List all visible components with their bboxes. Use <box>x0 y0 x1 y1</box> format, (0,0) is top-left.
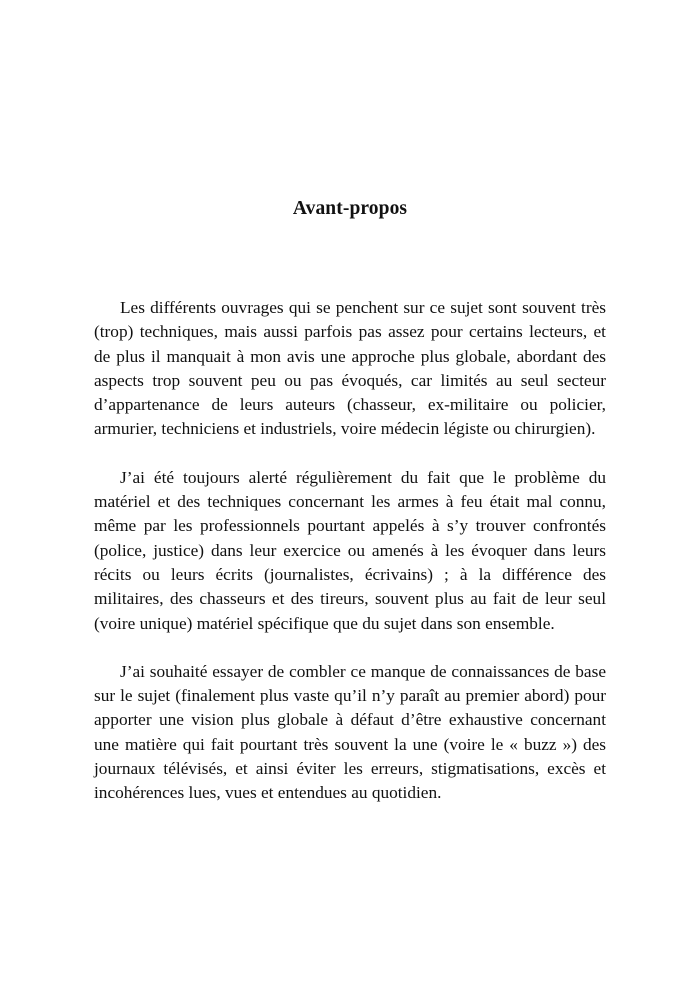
paragraph-3: J’ai souhaité essayer de combler ce manque de connaissances de base sur le sujet (finalement plus vaste qu’il n’y paraît au premier abord) pour apporter une vision plus globale à défaut d’être exhaustive concernant une matière qui fait pourtant très souvent la une (voire le « buzz ») des journaux télévisés, et ainsi éviter les erreurs, stigmatisations, excès et incohérences lues, vues et entendues au quotidien. <box>94 661 606 803</box>
paragraph-2: J’ai été toujours alerté régulièrement du fait que le problème du matériel et des techniques concernant les armes à feu était mal connu, même par les professionnels pourtant appelés à s’y trouver confrontés (police, justice) dans leur exercice ou amenés à les évoquer dans leurs récits ou leurs écrits (journalistes, écrivains) ; à la différence des militaires, des chasseurs et des tireurs, souvent plus au fait de leur seul (voire unique) matériel spécifique que du sujet dans son ensemble. <box>94 467 606 633</box>
body-text <box>94 296 606 830</box>
paragraph-1: Les différents ouvrages qui se penchent sur ce sujet sont souvent très (trop) techniques, mais aussi parfois pas assez pour certains lecteurs, et de plus il manquait à mon avis une approche plus globale, abordant des aspects trop souvent peu ou pas évoqués, car limités au seul secteur d’appartenance de leurs auteurs (chasseur, ex-militaire ou policier, armurier, techniciens et industriels, voire médecin légiste ou chirurgien). <box>94 298 606 439</box>
page-title: Avant-propos <box>292 198 408 219</box>
